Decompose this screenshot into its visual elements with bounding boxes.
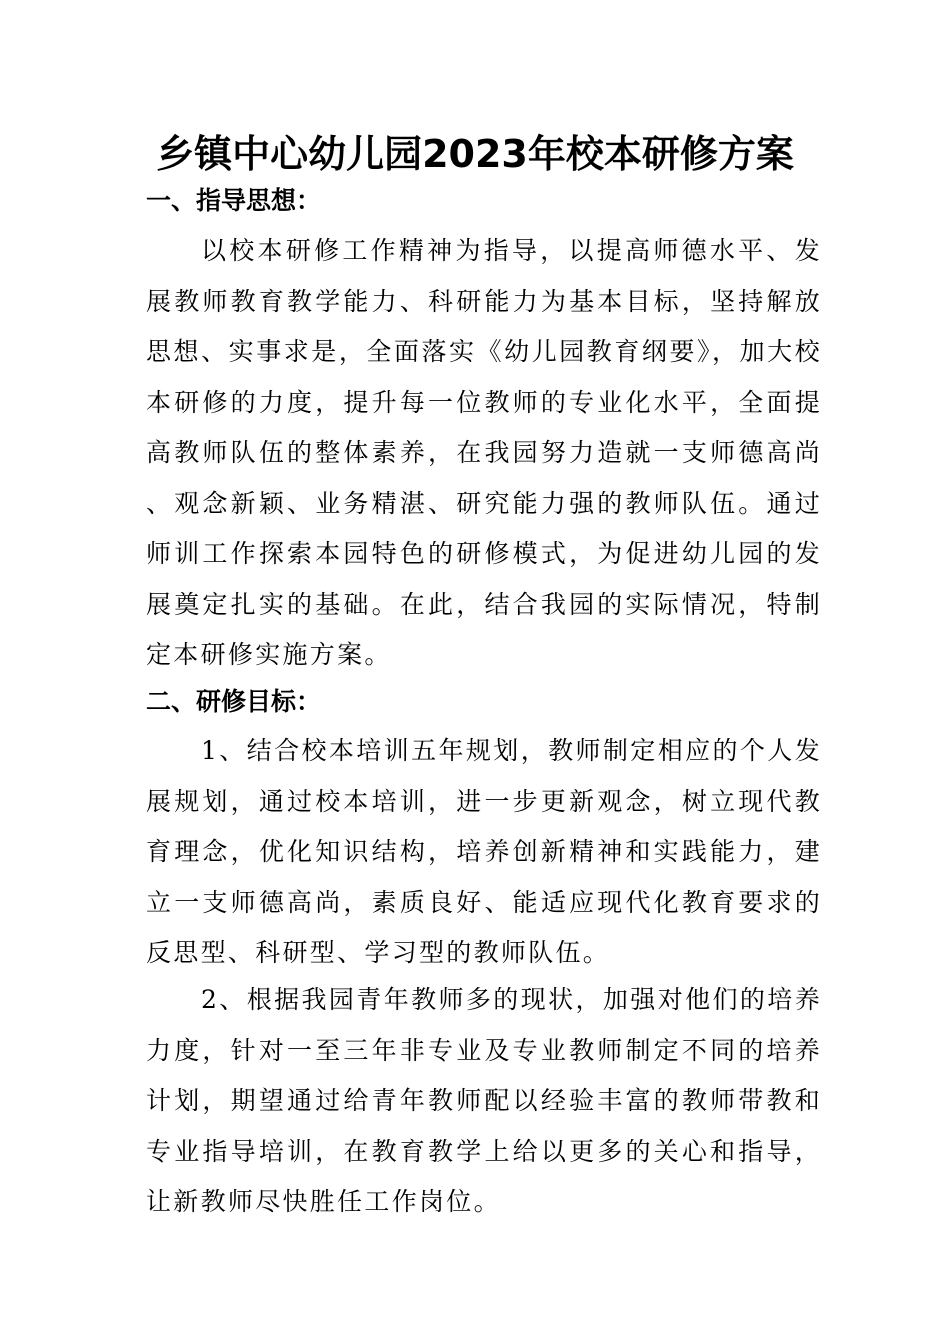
paragraph-goal-1: 1、结合校本培训五年规划，教师制定相应的个人发展规划，通过校本培训，进一步更新观念，树立现代教育理念，优化知识结构，培养创新精神和实践能力，建立一支师德高尚，素质良好、能适应现代化教育要求的反思型、科研型、学习型的教师队伍。 xyxy=(146,736,822,967)
paragraph-guiding-ideology: 以校本研修工作精神为指导，以提高师德水平、发展教师教育教学能力、科研能力为基本目标，坚持解放思想、实事求是，全面落实《幼儿园教育纲要》，加大校本研修的力度，提升每一位教师的专业化水平，全面提高教师队伍的整体素养，在我园努力造就一支师德高尚、观念新颖、业务精湛、研究能力强的教师队伍。通过师训工作探索本园特色的研修模式，为促进幼儿园的发展奠定扎实的基础。在此，结合我园的实际情况，特制定本研修实施方案。 xyxy=(146,236,822,669)
paragraph-goal-2: 2、根据我园青年教师多的现状，加强对他们的培养力度，针对一至三年非专业及专业教师制定不同的培养计划，期望通过给青年教师配以经验丰富的教师带教和专业指导培训，在教育教学上给以更多的关心和指导，让新教师尽快胜任工作岗位。 xyxy=(146,985,822,1216)
section-heading-training-goals: 二、研修目标： xyxy=(146,687,322,716)
section-heading-guiding-ideology: 一、指导思想： xyxy=(146,186,322,215)
document-title: 乡镇中心幼儿园2023年校本研修方案 xyxy=(156,132,794,176)
